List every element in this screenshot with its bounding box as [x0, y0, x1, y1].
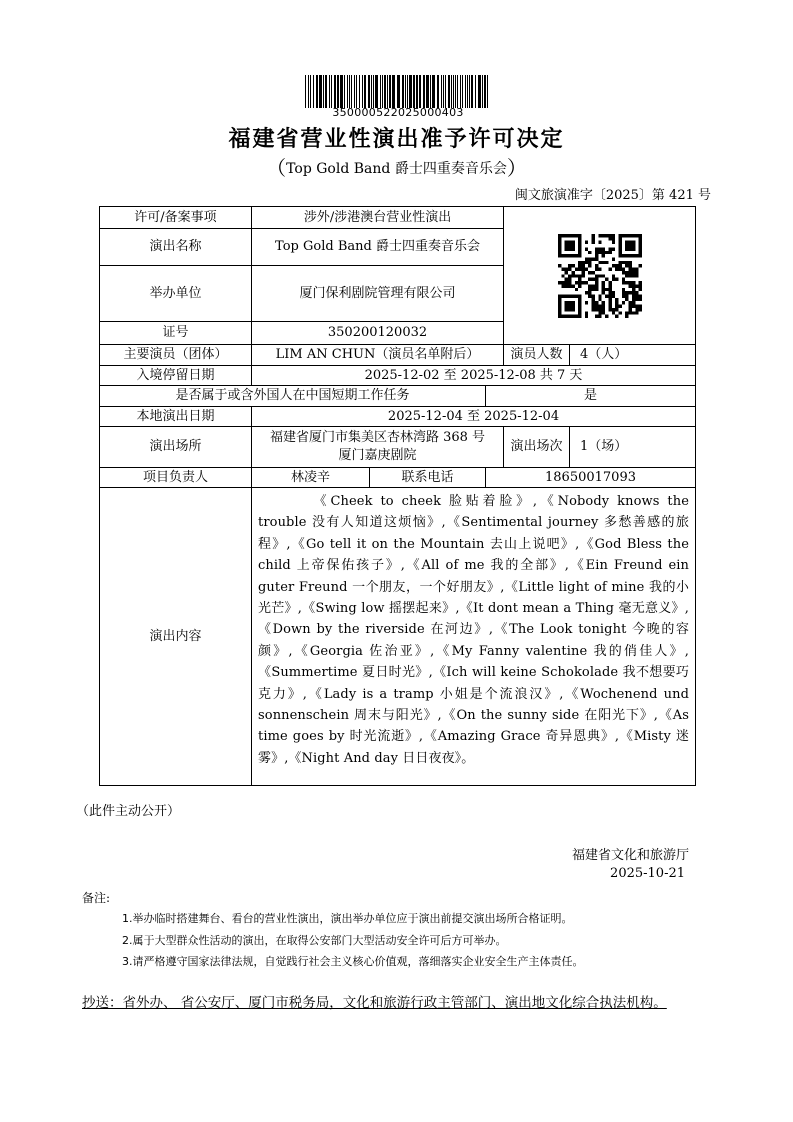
document-subtitle — [0, 152, 793, 181]
performer-value: LIM AN CHUN（演员名单附后） — [252, 345, 504, 366]
phone-label: 联系电话 — [370, 468, 486, 488]
license-value: 350200120032 — [252, 322, 504, 345]
performer-count-value: 4（人） — [570, 345, 696, 366]
public-note: （此件主动公开） — [76, 804, 181, 819]
cc-value: 省外办、 省公安厅、厦门市税务局，文化和旅游行政主管部门、演出地文化综合执法机构。 — [122, 995, 667, 1011]
venue-label: 演出场所 — [100, 427, 252, 468]
show-name-label: 演出名称 — [100, 229, 252, 266]
qr-code-icon — [558, 234, 642, 318]
sessions-label: 演出场次 — [504, 427, 570, 468]
sessions-value: 1（场） — [570, 427, 696, 468]
venue-line-2: 厦门嘉庚剧院 — [338, 448, 417, 463]
subtitle-open-paren: （ — [266, 156, 287, 180]
barcode — [305, 75, 491, 108]
foreign-task-label: 是否属于或含外国人在中国短期工作任务 — [100, 386, 486, 407]
venue-line-1: 福建省厦门市集美区杏林湾路 368 号 — [269, 430, 486, 445]
remarks-label: 备注: — [82, 891, 111, 905]
venue-value — [252, 427, 504, 468]
barcode-number: 350000522025000403 — [332, 106, 464, 119]
permit-table — [99, 206, 696, 786]
manager-value: 林凌辛 — [252, 468, 370, 488]
document-number: 闽文旅演准字〔2025〕第 421 号 — [514, 188, 711, 203]
license-label: 证号 — [100, 322, 252, 345]
note-2: 2.属于大型群众性活动的演出，在取得公安部门大型活动安全许可后方可举办。 — [122, 934, 507, 947]
permit-type-label: 许可/备案事项 — [100, 207, 252, 229]
organizer-value: 厦门保利剧院管理有限公司 — [252, 266, 504, 322]
cc-line — [82, 993, 717, 1014]
cc-label: 抄送： — [82, 995, 123, 1011]
content-value — [252, 488, 696, 786]
phone-value: 18650017093 — [486, 468, 696, 488]
show-name-value: Top Gold Band 爵士四重奏音乐会 — [252, 229, 504, 266]
local-date-value: 2025-12-04 至 2025-12-04 — [252, 407, 696, 427]
stay-date-value: 2025-12-02 至 2025-12-08 共 7 天 — [252, 366, 696, 386]
content-text: 《Cheek to cheek 脸贴着脸》,《Nobody knows the trouble 没有人知道这烦恼》,《Sentimental journey 多愁善感的旅程》,《Go tell it on the Mountain 去山上说吧》,《God Bless the child 上帝保佑孩子》,《All of me 我的全部》,《Ein Freund ein guter Freund 一个朋友，一个好朋友》,《Little light of mine 我的小光芒》,《Swing low 摇摆起来》,《It dont mean a Thing 毫无意义》,《Down by the riverside 在河边》,《The Look tonight 今晚的容颜》,《Georgia 佐治亚》,《My Fanny valentine 我的俏佳人》,《Summertime 夏日时光》,《Ich will keine Schokolade 我不想要巧克力》,《Lady is a tramp 小姐是个流浪汉》,《Wochenend und sonnenschein 周末与阳光》,《On the sunny side 在阳光下》,《As time goes by 时光流逝》,《Amazing Grace 奇异恩典》,《Misty 迷雾》,《Night And day 日日夜夜》。 — [258, 494, 690, 766]
issue-date: 2025-10-21 — [610, 866, 685, 881]
note-1: 1.举办临时搭建舞台、看台的营业性演出，演出举办单位应于演出前提交演出场所合格证明。 — [122, 912, 573, 925]
document-title: 福建省营业性演出准予许可决定 — [228, 127, 565, 152]
issuer: 福建省文化和旅游厅 — [571, 848, 689, 863]
permit-type-value: 涉外/涉港澳台营业性演出 — [252, 207, 504, 229]
local-date-label: 本地演出日期 — [100, 407, 252, 427]
subtitle-text: Top Gold Band 爵士四重奏音乐会 — [286, 161, 507, 177]
note-3: 3.请严格遵守国家法律法规，自觉践行社会主义核心价值观，落细落实企业安全生产主体责任。 — [122, 955, 584, 968]
performer-label: 主要演员（团体） — [100, 345, 252, 366]
subtitle-close-paren: ） — [506, 156, 527, 180]
content-label: 演出内容 — [100, 488, 252, 786]
foreign-task-value: 是 — [486, 386, 696, 407]
performer-count-label: 演员人数 — [504, 345, 570, 366]
qr-code-cell — [504, 207, 696, 345]
stay-date-label: 入境停留日期 — [100, 366, 252, 386]
organizer-label: 举办单位 — [100, 266, 252, 322]
manager-label: 项目负责人 — [100, 468, 252, 488]
